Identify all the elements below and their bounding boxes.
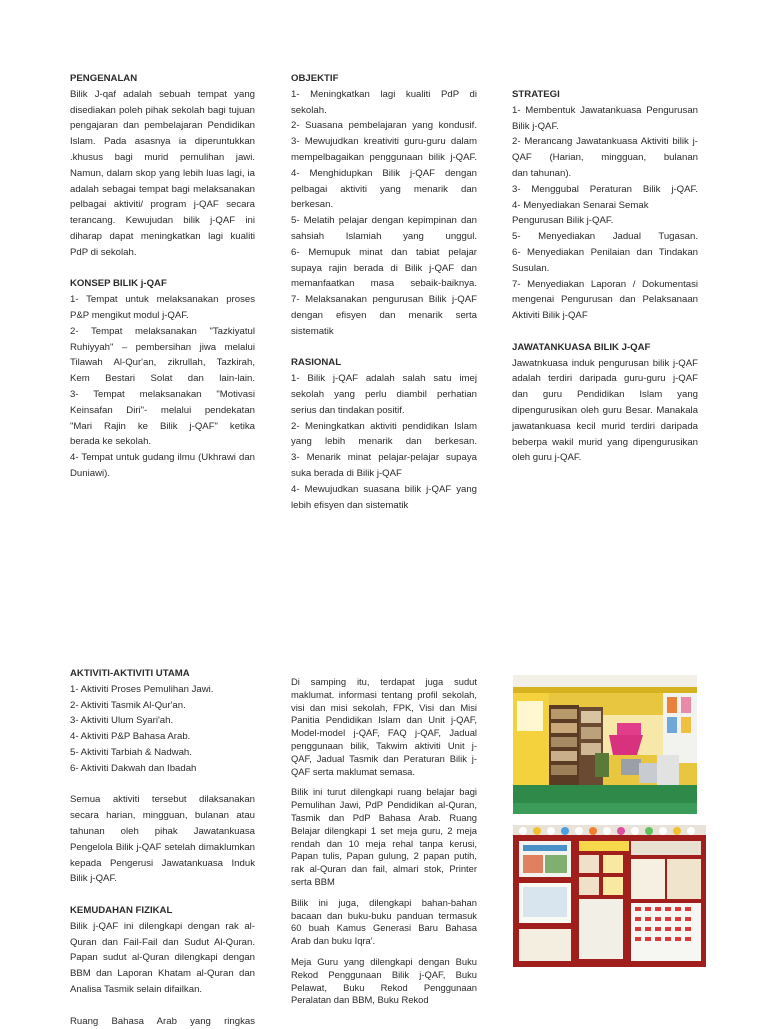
objektif-body (291, 87, 477, 340)
column-left-bottom (70, 666, 255, 1029)
text-line: mempelbagaikan penggunaan bilik j-QAF. (291, 151, 477, 163)
text-line: Keinsafan Diri"- melalui pendekatan (70, 404, 255, 416)
list-item: 4- Aktiviti P&P Bahasa Arab. (70, 731, 191, 743)
list-item: 2- Aktiviti Tasmik Al-Qur'an. (70, 699, 186, 711)
text-line: dan tahunan). (512, 167, 572, 179)
text-line: yang lebih menarik dan berkesan. (291, 436, 477, 448)
text-line: Bilik j-QAF. (70, 873, 117, 885)
text-line: 1- Tempat untuk melaksanakan proses (70, 294, 255, 306)
text-line: 5- Menyediakan Jadual Tugasan. (512, 231, 698, 243)
aktiviti-list (70, 682, 255, 777)
text-line: adalah sebagai tempat bagi melaksanakan (70, 183, 255, 195)
pengenalan-body (70, 87, 255, 261)
text-line: 5- Melatih pelajar dengan kepimpinan dan (291, 215, 477, 227)
text-line: pengajaran dan pembelajaran Pendidikan (70, 120, 255, 132)
text-line: 7- Menyediakan Laporan / Dokumentasi (512, 278, 698, 290)
text-line: Duniawi). (70, 467, 110, 479)
text-line: Quran dan Fail-Fail dan Sudut Al-Quran. (70, 936, 255, 948)
text-line: sekolah yang perlu diambil perhatian (291, 388, 477, 400)
text-line: QAF (Harian, mingguan, bulanan (512, 152, 698, 164)
text-line: 4- Menghidupkan Bilik j-QAF dengan (291, 167, 477, 179)
col2b-paragraph-4 (291, 956, 477, 1007)
text-line: rendah dan 10 meja rehal tanpa kerusi, (291, 837, 477, 849)
text-line: Panitia Pendidikan Islam dan Unit j-QAF, (291, 714, 477, 726)
text-line: diharap dapat meningkatkan lagi kualiti (70, 230, 255, 242)
strategi-body (512, 103, 698, 324)
text-line: lebih efisyen dan sistematik (291, 499, 409, 511)
text-line: memanfaatkan masa sebaik-baiknya. (291, 278, 477, 290)
text-line: Pengurusan Bilik j-QAF. (512, 215, 614, 227)
text-line: suka berada di Bilik j-QAF (291, 467, 402, 479)
kemudahan-cut-line: Ruang Bahasa Arab yang ringkas (70, 1015, 255, 1027)
text-line: Aktiviti Bilik j-QAF (512, 310, 588, 322)
text-line: Bilik J-qaf adalah sebuah tempat yang (70, 88, 255, 100)
text-line: 4- Menyediakan Senarai Semak (512, 199, 649, 211)
text-line: Bilik ini turut dilengkapi ruang belajar bagi (291, 786, 477, 798)
text-line: 3- Menarik minat pelajar-pelajar supaya (291, 452, 477, 464)
text-line: 2- Merancang Jawatankuasa Aktiviti bilik j- (512, 136, 698, 148)
text-line: Pengelola Bilik j-QAF setelah dimaklumkan (70, 841, 255, 853)
heading-aktiviti: AKTIVITI-AKTIVITI UTAMA (70, 668, 190, 679)
text-line: pelbagai aktiviti/ program j-QAF secara (70, 199, 255, 211)
text-line: supaya rajin berada di Bilik j-QAF dan (291, 262, 477, 274)
text-line: QAF serta maklumat semasa. (291, 765, 415, 777)
text-line: pelbagai aktiviti yang menarik dan (291, 183, 477, 195)
text-line: rak al-Quran dan fail, almari stok, Printer (291, 863, 477, 875)
text-line: Tasmik dan PdP Bahasa Arab. Ruang (291, 811, 477, 823)
text-line: Model-model j-QAF, FAQ j-QAF, Jadual (291, 727, 477, 739)
text-line: Di samping itu, terdapat juga sudut (291, 676, 477, 687)
text-line: P&P mengikut modul j-QAF. (70, 309, 189, 321)
heading-pengenalan: PENGENALAN (70, 73, 138, 84)
text-line: adalah terdiri daripada guru-guru j-QAF (512, 373, 698, 385)
text-line: sahsiah Islamiah yang unggul. (291, 230, 477, 242)
list-item: 5- Aktiviti Tarbiah & Nadwah. (70, 746, 192, 758)
heading-objektif: OBJEKTIF (291, 73, 339, 84)
text-line: 2- Suasana pembelajaran yang kondusif. (291, 120, 477, 132)
text-line: .khusus bagi murid pemulihan jawi. (70, 151, 255, 163)
heading-rasional: RASIONAL (291, 357, 342, 369)
text-line: Arab dan buku Iqra'. (291, 935, 376, 947)
text-line: dipengurusikan oleh guru Besar. Manakala (512, 404, 698, 416)
text-line: 60 buah Kamus Generasi Baru Bahasa (291, 922, 477, 934)
heading-kemudahan: KEMUDAHAN FIZIKAL (70, 904, 173, 916)
column-middle-top (291, 71, 477, 513)
text-line: 4- Tempat untuk gudang ilmu (Ukhrawi dan (70, 452, 255, 464)
text-line: 3- Menggubal Peraturan Bilik j-QAF. (512, 183, 698, 195)
col2b-paragraph-3 (291, 897, 477, 948)
text-line: BBM dan Laporan Khatam al-Quran dan (70, 968, 255, 980)
text-line: PdP di sekolah. (70, 246, 137, 258)
text-line: maklumat. informasi tentang profil sekolah, (291, 688, 477, 700)
text-line: 6- Menyediakan Penilaian dan Tindakan (512, 246, 698, 258)
text-line: oleh guru j-QAF. (512, 452, 582, 464)
column-right-top (512, 87, 698, 466)
text-line: 3- Tempat melaksanakan "Motivasi (70, 388, 255, 400)
text-line: visi dan misi sekolah, FPK, Visi dan Misi (291, 701, 477, 713)
text-line: Papan tulis, Papan gulung, 2 papan putih, (291, 850, 477, 862)
heading-konsep: KONSEP BILIK j-QAF (70, 278, 167, 290)
rasional-body (291, 371, 477, 513)
text-line: Jawatnkuasa induk pengurusan bilik j-QAF (512, 357, 698, 369)
heading-jawatankuasa: JAWATANKUASA BILIK J-QAF (512, 341, 651, 353)
text-line: kepada Pengerusi Jawatankuasa Induk (70, 857, 255, 869)
text-line: Meja Guru yang dilengkapi dengan Buku (291, 955, 477, 967)
text-line: 2- Tempat melaksanakan "Tazkiyatul (70, 325, 255, 337)
text-line: Analisa Tasmik selain difailkan. (70, 983, 203, 995)
aktiviti-paragraph (70, 792, 255, 887)
text-line: secara harian, mingguan, bulanan atau (70, 810, 255, 822)
jawatankuasa-body (512, 356, 698, 467)
text-line: Kem Bestari Solat dan lain-lain. (70, 373, 255, 385)
text-line: 4- Mewujudkan suasana bilik j-QAF yang (291, 483, 477, 495)
text-line: 1- Meningkatkan lagi kualiti PdP di (291, 88, 477, 100)
text-line: serta BBM (291, 875, 335, 887)
text-line: 1- Bilik j-QAF adalah salah satu imej (291, 373, 477, 385)
text-line: dengan efisyen dan menarik serta (291, 309, 477, 321)
text-line: Islam. Pada asasnya ia diperuntukkan (70, 136, 255, 148)
list-item: 6- Aktiviti Dakwah dan Ibadah (70, 762, 197, 774)
text-line: bacaan dan buku-buku panduan termasuk (291, 909, 477, 921)
text-line: jawatankuasa kecil murid terdiri daripada (512, 420, 698, 432)
text-line: Bilik j-QAF. (512, 120, 559, 132)
text-line: Pelawat, Buku Rekod Penggunaan (291, 981, 477, 993)
classroom-photo (513, 675, 697, 814)
text-line: Pemulihan Jawi, PdP Pendidikan al-Quran, (291, 799, 477, 811)
text-line: Susulan. (512, 262, 550, 274)
list-item: 3- Aktiviti Ulum Syari'ah. (70, 715, 174, 727)
text-line: Ruhiyyah" – pembersihan jiwa melalui (70, 341, 255, 353)
text-line: mengenai Pengurusan dan Pelaksanaan (512, 294, 698, 306)
kemudahan-body (70, 919, 255, 998)
text-line: "Mari Rajin ke Bilik j-QAF" ketika (70, 420, 255, 432)
text-line: disediakan poleh pihak sekolah bagi tujuan (70, 104, 255, 116)
text-line: Namun, dalam skop yang lebih luas lagi, ia (70, 167, 255, 179)
text-line: Rekod Penggunaan Bilik j-QAF, Buku (291, 968, 477, 980)
text-line: Bilik j-QAF ini dilengkapi dengan rak al- (70, 920, 255, 932)
column-left-top (70, 71, 255, 482)
text-line: Semua aktiviti tersebut dilaksanakan (70, 794, 255, 806)
text-line: dan guru Pendidikan Islam yang (512, 389, 698, 401)
text-line: Peralatan dan BBM, Buku Rekod (291, 994, 429, 1006)
text-line: berada ke sekolah. (70, 436, 152, 448)
list-item: 1- Aktiviti Proses Pemulihan Jawi. (70, 683, 214, 695)
text-line: serius dan tindakan positif. (291, 404, 405, 416)
col2b-paragraph-1 (291, 676, 477, 778)
text-line: berkesan. (291, 199, 334, 211)
text-line: Papan sudut al-Quran dilengkapi dengan (70, 952, 255, 964)
text-line: Tilawah Al-Qur'an, zikrullah, Tazkirah, (70, 357, 255, 369)
text-line: 2- Meningkatkan aktiviti pendidikan Islam (291, 420, 477, 432)
text-line: 1- Membentuk Jawatankuasa Pengurusan (512, 104, 698, 116)
heading-strategi: STRATEGI (512, 89, 560, 100)
text-line: sekolah. (291, 104, 327, 116)
text-line: terancang. Kewujudan bilik j-QAF ini (70, 215, 255, 227)
column-middle-bottom (291, 676, 477, 1007)
text-line: penggunaan bilik, Takwim aktiviti Unit j- (291, 739, 477, 751)
konsep-body (70, 292, 255, 482)
text-line: sistematik (291, 325, 334, 337)
text-line: 7- Melaksanakan pengurusan Bilik j-QAF (291, 294, 477, 306)
text-line: QAF, Jadual Tasmik dan Peraturan Bilik j- (291, 752, 477, 764)
text-line: Belajar dilengkapi 1 set meja guru, 2 meja (291, 824, 477, 836)
noticeboard-photo (513, 825, 706, 967)
text-line: beberpa wakil murid yang dipengurusikan (512, 436, 698, 448)
text-line: Bilik ini juga, dilengkapi bahan-bahan (291, 896, 477, 908)
text-line: 3- Mewujudkan kreativiti guru-guru dalam (291, 136, 477, 148)
text-line: tahunan oleh pihak Jawatankuasa (70, 825, 255, 837)
text-line: 6- Memupuk minat dan tabiat pelajar (291, 246, 477, 258)
col2b-paragraph-2 (291, 786, 477, 888)
